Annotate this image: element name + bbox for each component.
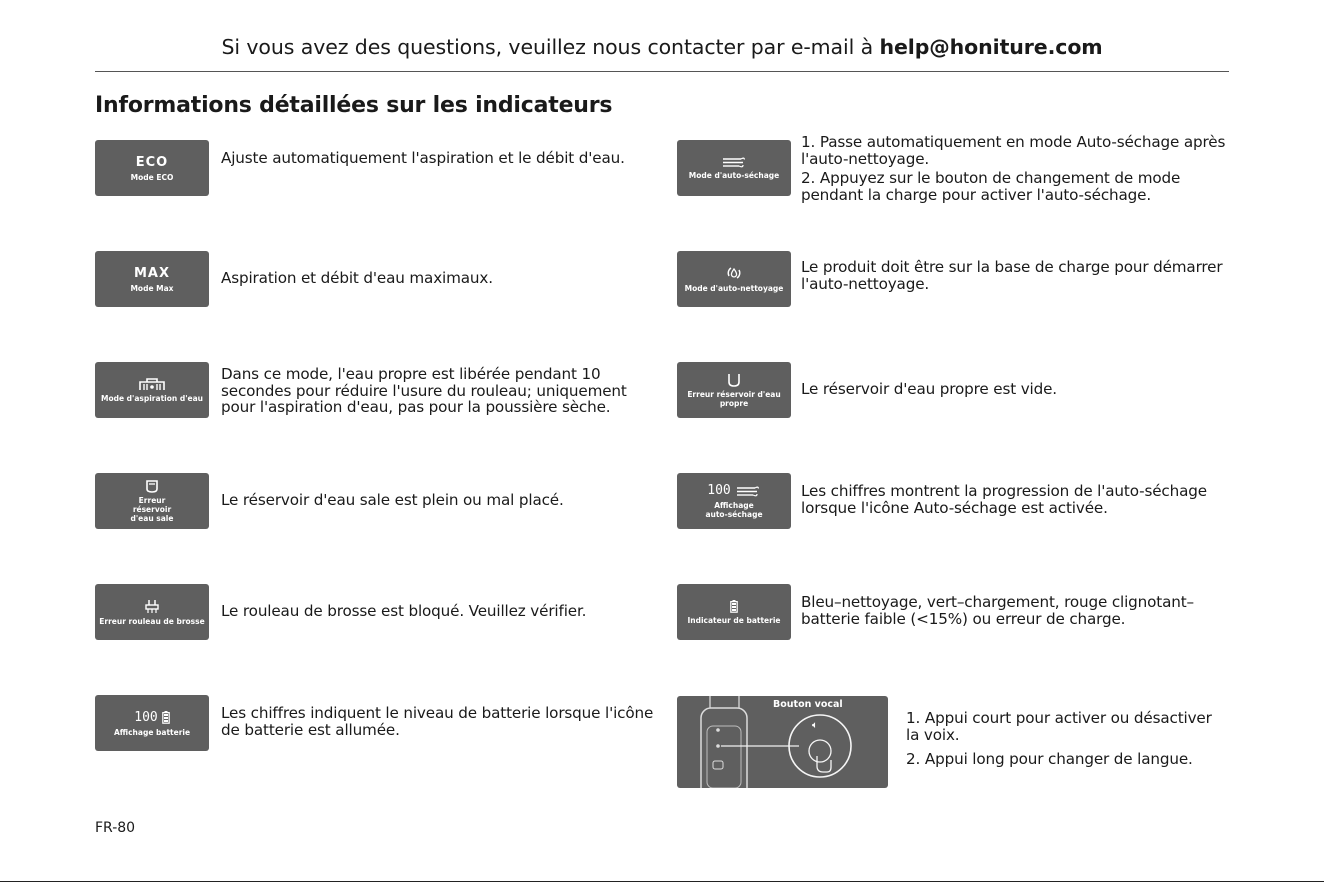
indicator-description bbox=[801, 594, 1227, 627]
indicator-description bbox=[906, 710, 1226, 788]
indicator-badge bbox=[677, 584, 791, 640]
indicator-water-suction bbox=[95, 362, 661, 418]
description-line: Le réservoir d'eau propre est vide. bbox=[801, 380, 1057, 398]
description-line: Les chiffres montrent la progression de l'auto-séchage lorsque l'icône Auto-séchage est activée. bbox=[801, 482, 1207, 517]
indicator-badge bbox=[95, 362, 209, 418]
bottom-divider bbox=[0, 881, 1324, 882]
header-divider bbox=[95, 71, 1229, 72]
indicator-badge bbox=[95, 695, 209, 751]
air-dry-icon bbox=[735, 485, 761, 497]
indicator-air-dry-display bbox=[677, 473, 1227, 529]
indicator-battery-display bbox=[95, 695, 661, 751]
indicator-description: Le rouleau de brosse est bloqué. Veuillez vérifier. bbox=[221, 602, 587, 620]
air-dry-digits: 100 bbox=[707, 483, 731, 498]
indicator-description bbox=[801, 259, 1227, 292]
indicator-description: Les chiffres indiquent le niveau de batterie lorsque l'icône de batterie est allumée. bbox=[221, 704, 654, 739]
indicator-brush-roll bbox=[95, 584, 661, 640]
indicator-description: Ajuste automatiquement l'aspiration et le débit d'eau. bbox=[221, 149, 625, 167]
contact-header bbox=[95, 30, 1229, 64]
indicator-badge bbox=[677, 362, 791, 418]
indicator-badge bbox=[95, 584, 209, 640]
indicator-description bbox=[801, 134, 1227, 203]
description-line: 1. Appui court pour activer ou désactiver la voix. bbox=[906, 709, 1212, 744]
indicator-description bbox=[801, 483, 1227, 516]
battery-icon bbox=[730, 600, 738, 613]
indicator-description: Le réservoir d'eau sale est plein ou mal placé. bbox=[221, 491, 564, 509]
battery-digits: 100 bbox=[134, 709, 158, 725]
badge-caption: Erreur réservoir d'eau sale bbox=[130, 496, 174, 523]
badge-caption: Affichage batterie bbox=[113, 727, 191, 737]
badge-caption: Erreur rouleau de brosse bbox=[99, 616, 205, 626]
page-title: Informations détaillées sur les indicateurs bbox=[95, 93, 613, 118]
indicator-self-clean bbox=[677, 251, 1227, 307]
badge-caption: Mode d'auto-nettoyage bbox=[684, 284, 784, 293]
indicator-badge bbox=[677, 251, 791, 307]
description-line: 2. Appui long pour changer de langue. bbox=[906, 750, 1193, 768]
battery-icon bbox=[162, 711, 170, 724]
badge-caption: Mode d'auto-séchage bbox=[688, 171, 780, 180]
air-dry-readout bbox=[707, 483, 760, 498]
description-line: 2. Appuyez sur le bouton de changement de mode pendant la charge pour activer l'auto-séchage. bbox=[801, 169, 1181, 204]
badge-caption: Affichage auto-séchage bbox=[705, 501, 763, 519]
brush-roll-icon bbox=[144, 599, 160, 614]
contact-email[interactable]: help@honiture.com bbox=[879, 35, 1103, 59]
badge-caption: Erreur réservoir d'eau propre bbox=[687, 389, 781, 408]
description-line: Le produit doit être sur la base de charge pour démarrer l'auto-nettoyage. bbox=[801, 258, 1223, 293]
indicator-badge bbox=[95, 251, 209, 307]
indicator-description: Aspiration et débit d'eau maximaux. bbox=[221, 269, 493, 287]
page-number: FR-80 bbox=[95, 820, 136, 836]
speaker-icon: 🔈︎ bbox=[812, 720, 818, 731]
indicator-badge bbox=[95, 473, 209, 529]
voice-button-label: Bouton vocal bbox=[773, 699, 843, 710]
badge-caption: Mode d'aspiration d'eau bbox=[101, 394, 203, 403]
indicator-badge bbox=[95, 140, 209, 196]
air-dry-icon bbox=[721, 156, 747, 168]
battery-readout bbox=[134, 710, 169, 725]
indicator-dirty-tank bbox=[95, 473, 661, 529]
indicator-badge bbox=[677, 473, 791, 529]
dirty-tank-icon bbox=[145, 479, 159, 493]
indicator-battery-light bbox=[677, 584, 1227, 640]
badge-caption: Mode Max bbox=[130, 283, 174, 293]
indicator-eco bbox=[95, 140, 661, 196]
description-line: 1. Passe automatiquement en mode Auto-séchage après l'auto-nettoyage. bbox=[801, 133, 1226, 168]
indicator-description: Dans ce mode, l'eau propre est libérée pendant 10 secondes pour réduire l'usure du rouleau; uniquement pour l'aspiration d'eau, pas pour la poussière sèche. bbox=[221, 365, 627, 416]
voice-button-illustration bbox=[677, 696, 888, 788]
indicator-clean-tank bbox=[677, 362, 1227, 418]
eco-text-icon: ECO bbox=[135, 154, 169, 170]
water-suction-icon bbox=[137, 377, 167, 391]
indicator-badge bbox=[677, 140, 791, 196]
badge-caption: Indicateur de batterie bbox=[687, 615, 781, 625]
badge-caption: Mode ECO bbox=[130, 172, 174, 182]
indicator-air-dry bbox=[677, 132, 1227, 203]
indicator-description bbox=[801, 381, 1227, 398]
indicator-voice-button bbox=[677, 696, 1226, 788]
description-line: Bleu–nettoyage, vert–chargement, rouge clignotant–batterie faible (<15%) ou erreur de charge. bbox=[801, 593, 1194, 628]
self-clean-icon bbox=[726, 265, 742, 281]
indicator-max bbox=[95, 251, 661, 307]
clean-tank-icon bbox=[727, 373, 741, 387]
max-text-icon: MAX bbox=[133, 265, 171, 281]
contact-text: Si vous avez des questions, veuillez nous contacter par e-mail à bbox=[221, 35, 880, 59]
